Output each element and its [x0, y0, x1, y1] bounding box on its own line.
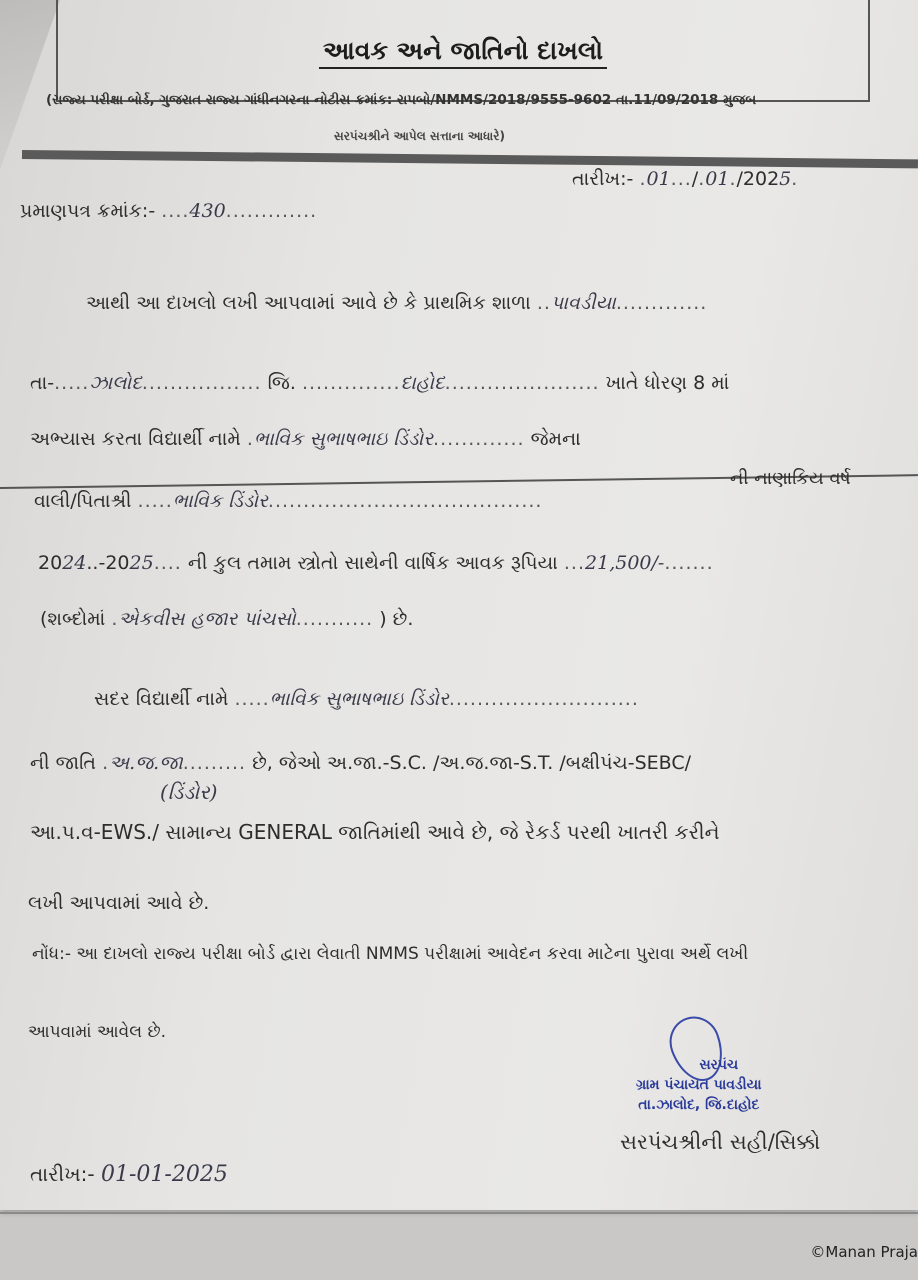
fin-year-label: ની નાણાકિય વર્ષ	[730, 468, 851, 489]
note-line-2: આપવામાં આવેલ છે.	[28, 1022, 166, 1042]
paper-bottom-edge	[0, 1212, 918, 1214]
certificate-date-label: તારીખ:-	[572, 168, 634, 190]
certificate-number-label: પ્રમાણપત્ર ક્રમાંક:-	[20, 200, 156, 222]
caste-subnote: (ડિંડોર)	[160, 780, 218, 804]
body-line-4: વાલી/પિતાશ્રી .....ભાવિક ડિંડોર.......................................	[34, 490, 543, 512]
certificate-date-day: 01	[646, 168, 671, 190]
school-name: પાવડીયા	[550, 292, 616, 314]
header-rule	[22, 150, 918, 168]
body-line-5: 2024..-2025.... ની કુલ તમામ સ્ત્રોતો સાથેની વાર્ષિક આવક રૂપિયા ...21,500/-.......	[38, 552, 714, 574]
body-line-9: આ.પ.વ-EWS./ સામાન્ય GENERAL જાતિમાંથી આવે છે, જે રેકર્ડ પરથી ખાતરી કરીને	[30, 820, 720, 844]
body-line-6: (શબ્દોમાં .એકવીસ હજાર પાંચસો........... ) છે.	[40, 608, 414, 630]
certificate-number-row: પ્રમાણપત્ર ક્રમાંક:- ....430.............	[20, 200, 318, 222]
parent-name: ભાવિક ડિંડોર	[172, 490, 268, 512]
certificate-title: આવક અને જાતિનો દાખલો	[58, 36, 868, 66]
footer-date-value: 01-01-2025	[100, 1162, 228, 1187]
body-line-2: તા-.....ઝાલોદ................. જિ. ..............દાહોદ...................... ખાતે ધોરણ 8 માં	[30, 372, 730, 394]
paper-fold-shadow	[0, 0, 60, 170]
year-from: 24	[62, 552, 87, 574]
certificate-number-value: 430	[189, 200, 226, 222]
student-name-2: ભાવિક સુભાષભાઇ ડિંડોર	[269, 688, 449, 710]
student-name: ભાવિક સુભાષભાઇ ડિંડોર	[253, 428, 434, 450]
sarpanch-stamp: સરપંચ ગ્રામ પંચાયત પાવડીયા તા.ઝાલોદ, જિ.દાહોદ	[636, 1057, 762, 1113]
footer-date-row: તારીખ:- 01-01-2025	[30, 1162, 228, 1187]
certificate-date-row: તારીખ:- .01.../.01./2025.	[572, 168, 799, 190]
caste-value: અ.જ.જા	[109, 752, 183, 774]
year-to: 25	[129, 552, 154, 574]
header-box	[56, 0, 870, 102]
income-amount: 21,500/-	[585, 552, 665, 574]
header-subtitle-line1: (રાજ્ય પરીક્ષા બોર્ડ, ગુજરાત રાજ્ય ગાંધીનગરના નોટીસ ક્રમાંક: રાપબો/NMMS/2018/9555-9602 તા.11/09/2018 મુજબ	[46, 92, 757, 108]
body-line-1: આથી આ દાખલો લખી આપવામાં આવે છે કે પ્રાથમિક શાળા ..પાવડીયા.............	[86, 292, 708, 314]
certificate-date-month: 01	[705, 168, 730, 190]
note-line-1: નોંધ:- આ દાખલો રાજ્ય પરીક્ષા બોર્ડ દ્વારા લેવાતી NMMS પરીક્ષામાં આવેદન કરવા માટેના પુરાવા અર્થે લખી	[32, 944, 749, 964]
header-subtitle-line2: સરપંચશ્રીને આપેલ સત્તાના આધારે)	[334, 129, 505, 143]
body-line-3: અભ્યાસ કરતા વિદ્યાર્થી નામે .ભાવિક સુભાષભાઇ ડિંડોર............. જેમના	[30, 428, 581, 450]
district-name: દાહોદ	[400, 372, 445, 394]
body-line-7: સદર વિદ્યાર્થી નામે .....ભાવિક સુભાષભાઇ ડિંડોર...........................	[94, 688, 639, 710]
copyright-watermark: ©Manan Praja	[810, 1243, 918, 1261]
taluka-name: ઝાલોદ	[89, 372, 142, 394]
body-line-8: ની જાતિ .અ.જ.જા......... છે, જેઓ અ.જા.-S.C. /અ.જ.જા-S.T. /બક્ષીપંચ-SEBC/	[30, 752, 692, 774]
signature-label: સરપંચશ્રીની સહી/સિક્કો	[620, 1130, 821, 1154]
certificate-date-year-suffix: 5	[779, 168, 792, 190]
certificate-date-year-prefix: 202	[742, 168, 780, 190]
body-line-10: લખી આપવામાં આવે છે.	[28, 892, 210, 914]
income-words: એકવીસ હજાર પાંચસો	[118, 608, 296, 630]
